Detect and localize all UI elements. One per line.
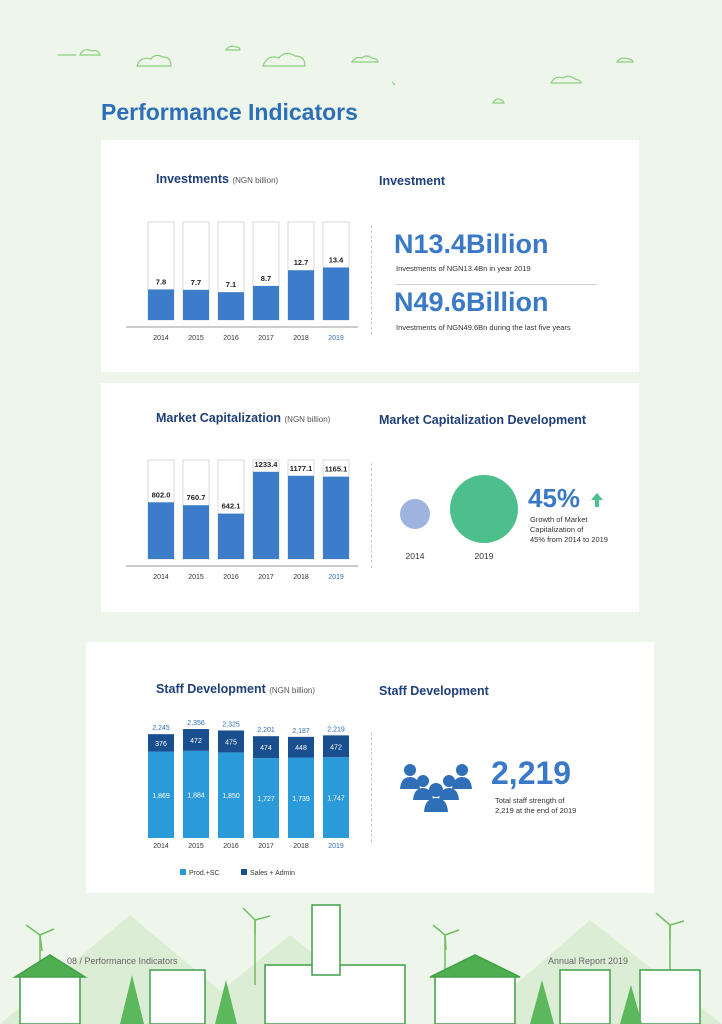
- market-cap-bubbles: [391, 471, 541, 566]
- arrow-up-icon: [590, 492, 604, 508]
- bubble-label-2014: 2014: [405, 551, 425, 561]
- staff-sales-label-2018: 448: [295, 745, 307, 753]
- staff-sales-label-2019: 472: [330, 744, 342, 752]
- staff-panel-title: Staff Development: [379, 684, 489, 698]
- investment-divider: [396, 284, 597, 285]
- mc-label-2015: 760.7: [186, 493, 206, 503]
- mc-bar-2014: [148, 502, 174, 559]
- staff-tick-2018: 2018: [293, 843, 309, 850]
- staff-total-label-2018: 2,187: [292, 727, 310, 735]
- inv-label-2015: 7.7: [190, 277, 202, 287]
- staff-chart-title: [156, 682, 315, 696]
- cloud-decoration: [0, 0, 722, 110]
- investment-panel-title: Investment: [379, 174, 445, 188]
- mc-label-2014: 802.0: [151, 490, 171, 500]
- growth-desc-line2: Capitalization of: [530, 525, 584, 534]
- inv-bar-2014: [148, 289, 174, 320]
- staff-legend-sales-swatch: [241, 869, 247, 875]
- investments-chart: [126, 212, 361, 347]
- staff-chart: [126, 712, 361, 882]
- market-cap-card: [101, 383, 639, 612]
- mc-label-2019: 1165.1: [324, 464, 348, 474]
- staff-legend-prod-swatch: [180, 869, 186, 875]
- market-cap-chart-unit: (NGN billion): [284, 415, 331, 424]
- mc-tick-2015: 2015: [188, 574, 204, 581]
- staff-prod-label-2017: 1,727: [257, 796, 275, 804]
- staff-prod-label-2014: 1,869: [152, 792, 170, 800]
- people-group-icon: [396, 757, 476, 817]
- inv-tick-2018: 2018: [293, 335, 309, 342]
- staff-prod-label-2019: 1,747: [327, 795, 345, 803]
- market-cap-chart-title-text: Market Capitalization: [156, 411, 282, 425]
- inv-label-2014: 7.8: [155, 277, 167, 287]
- footer-left: 08 / Performance Indicators: [67, 956, 178, 966]
- mc-tick-2019: 2019: [328, 574, 344, 581]
- staff-total-label-2016: 2,325: [222, 721, 240, 729]
- staff-card: [86, 642, 654, 893]
- mc-label-2017: 1233.4: [254, 459, 278, 469]
- staff-tick-2017: 2017: [258, 843, 274, 850]
- mc-bar-2016: [218, 514, 244, 559]
- staff-tick-2014: 2014: [153, 843, 169, 850]
- staff-sales-label-2017: 474: [260, 745, 272, 753]
- inv-tick-2014: 2014: [153, 335, 169, 342]
- staff-total-desc-line1: Total staff strength of: [495, 796, 565, 805]
- staff-total-label-2017: 2,201: [257, 727, 275, 735]
- mc-bar-2017: [253, 472, 279, 559]
- staff-legend-sales-label: Sales + Admin: [250, 870, 295, 877]
- staff-prod-label-2018: 1,739: [292, 795, 310, 803]
- staff-prod-label-2016: 1,850: [222, 793, 240, 801]
- inv-bar-2015: [183, 290, 209, 320]
- inv-label-2016: 7.1: [225, 280, 237, 290]
- investment-5yr-desc: Investments of NGN49.6Bn during the last five years: [396, 323, 571, 332]
- market-cap-panel-title: Market Capitalization Development: [379, 413, 586, 427]
- page-title: Performance Indicators: [101, 99, 358, 125]
- staff-chart-unit: (NGN billion): [269, 686, 316, 695]
- staff-total-desc-line2: 2,219 at the end of 2019: [495, 806, 577, 815]
- staff-total-label-2019: 2,219: [327, 726, 345, 734]
- inv-label-2018: 12.7: [293, 258, 309, 268]
- mc-bar-2015: [183, 505, 209, 559]
- inv-tick-2016: 2016: [223, 335, 239, 342]
- staff-total-label-2014: 2,245: [152, 725, 170, 733]
- staff-sales-label-2016: 475: [225, 739, 237, 747]
- mc-bar-2018: [288, 476, 314, 559]
- footer-right: Annual Report 2019: [548, 956, 629, 966]
- mc-tick-2014: 2014: [153, 574, 169, 581]
- inv-tick-2017: 2017: [258, 335, 274, 342]
- staff-tick-2015: 2015: [188, 843, 204, 850]
- staff-tick-2016: 2016: [223, 843, 239, 850]
- inv-tick-2019: 2019: [328, 335, 344, 342]
- inv-bar-2018: [288, 270, 314, 320]
- bubble-2019: [450, 475, 518, 543]
- mc-label-2016: 642.1: [221, 501, 241, 511]
- bubble-2014: [400, 499, 430, 529]
- inv-bar-2016: [218, 292, 244, 320]
- bubble-label-2019: 2019: [474, 551, 494, 561]
- mc-bar-2019: [323, 477, 349, 559]
- inv-bar-2017: [253, 286, 279, 320]
- staff-legend-prod-label: Prod.+SC: [189, 870, 220, 877]
- inv-label-2019: 13.4: [328, 255, 344, 265]
- staff-sales-label-2014: 376: [155, 740, 167, 748]
- investments-chart-title-text: Investments: [156, 172, 229, 186]
- investments-separator: [371, 225, 372, 335]
- investment-2019-desc: Investments of NGN13.4Bn in year 2019: [396, 264, 531, 273]
- market-cap-separator: [371, 463, 372, 568]
- investments-card: [101, 140, 639, 372]
- mc-label-2018: 1177.1: [289, 463, 313, 473]
- staff-total-label-2015: 2,356: [187, 720, 205, 728]
- mc-tick-2018: 2018: [293, 574, 309, 581]
- staff-chart-title-text: Staff Development: [156, 682, 266, 696]
- staff-total-value: 2,219: [491, 755, 572, 791]
- market-cap-chart: [126, 455, 361, 585]
- staff-sales-label-2015: 472: [190, 737, 202, 745]
- investment-2019-value: N13.4Billion: [394, 229, 549, 259]
- staff-separator: [371, 732, 372, 842]
- growth-value: 45%: [528, 483, 581, 513]
- inv-tick-2015: 2015: [188, 335, 204, 342]
- market-cap-chart-title: [156, 411, 330, 425]
- investments-chart-unit: (NGN billion): [232, 176, 279, 185]
- inv-bar-2019: [323, 267, 349, 320]
- mc-tick-2017: 2017: [258, 574, 274, 581]
- mc-tick-2016: 2016: [223, 574, 239, 581]
- growth-desc-line3: 45% from 2014 to 2019: [530, 535, 608, 544]
- staff-tick-2019: 2019: [328, 843, 344, 850]
- staff-prod-label-2015: 1,884: [187, 792, 205, 800]
- growth-desc-line1: Growth of Market: [530, 515, 588, 524]
- inv-label-2017: 8.7: [260, 273, 272, 283]
- investment-5yr-value: N49.6Billion: [394, 287, 549, 317]
- investments-chart-title: [156, 172, 278, 186]
